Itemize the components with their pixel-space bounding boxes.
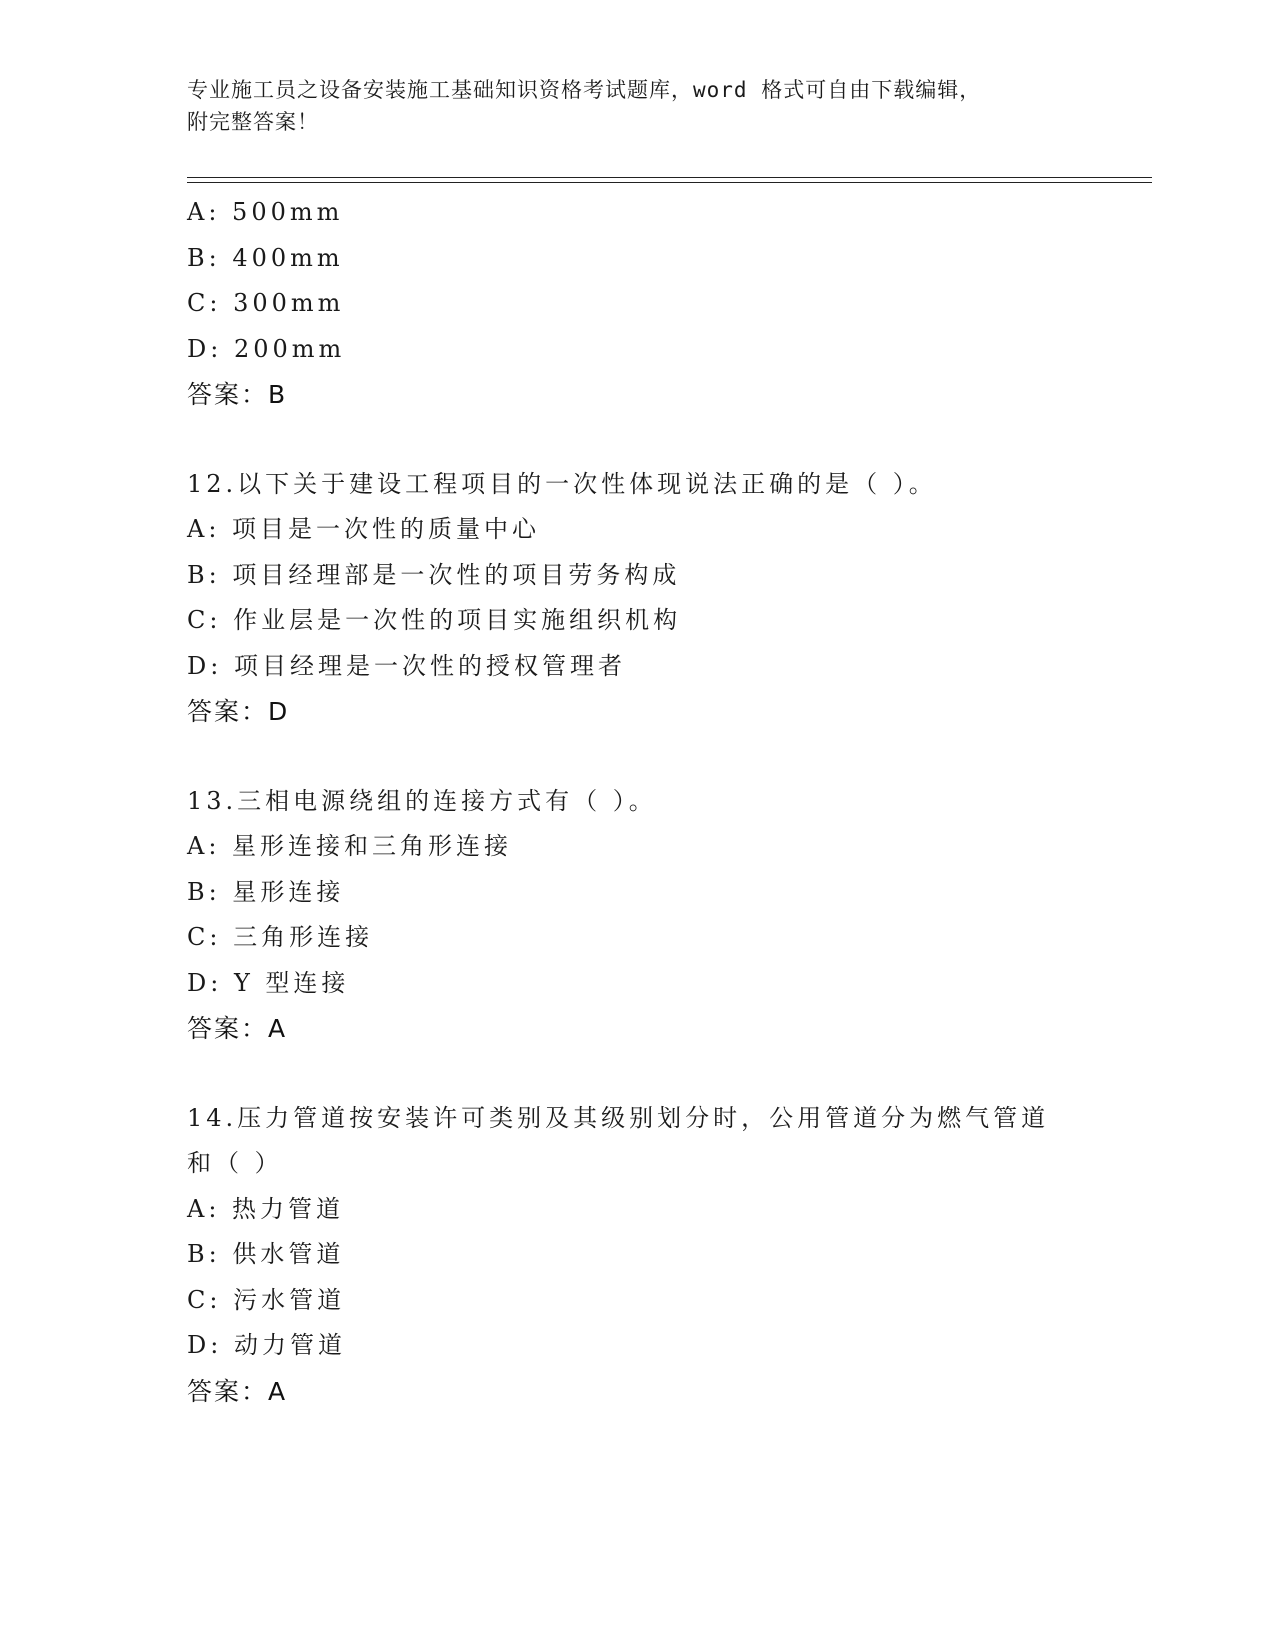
- question-text: 13.三相电源绕组的连接方式有（ ）。: [187, 786, 657, 815]
- question-13: [187, 779, 1087, 1052]
- option-c: C: 作业层是一次性的项目实施组织机构: [187, 606, 682, 634]
- header-line-1: 专业施工员之设备安装施工基础知识资格考试题库，word 格式可自由下载编辑，: [187, 78, 982, 102]
- question-11: [187, 190, 1087, 418]
- question-12: [187, 462, 1087, 735]
- question-list: [187, 190, 1087, 1414]
- option-d: D: 动力管道: [187, 1331, 346, 1359]
- option-c: C: 污水管道: [187, 1285, 346, 1314]
- option-a: A: 热力管道: [187, 1194, 345, 1223]
- question-text-line-1: 14.压力管道按安装许可类别及其级别划分时，公用管道分为燃气管道: [187, 1103, 1050, 1132]
- question-14: [187, 1096, 1087, 1415]
- spacer: [187, 1052, 1087, 1096]
- spacer: [187, 418, 1087, 462]
- option-b: B: 供水管道: [187, 1240, 345, 1268]
- option-a: A: 项目是一次性的质量中心: [187, 515, 541, 543]
- answer: 答案：D: [187, 697, 290, 726]
- question-text-line-2: 和（ ）: [187, 1149, 283, 1177]
- header-divider-bottom: [187, 182, 1152, 183]
- spacer: [187, 735, 1087, 779]
- option-b: B: 项目经理部是一次性的项目劳务构成: [187, 560, 681, 589]
- option-d: D: Y 型连接: [187, 968, 350, 997]
- question-text: 12.以下关于建设工程项目的一次性体现说法正确的是（ ）。: [187, 469, 937, 498]
- option-d: D: 项目经理是一次性的授权管理者: [187, 651, 626, 680]
- option-b: B: 星形连接: [187, 877, 345, 906]
- header-divider-top: [187, 177, 1152, 178]
- answer: 答案：A: [187, 1376, 288, 1406]
- header-line-2: 附完整答案！: [187, 110, 319, 134]
- document-header: [187, 74, 1067, 138]
- option-a: A: 500mm: [187, 198, 344, 226]
- option-c: C: 300mm: [187, 289, 345, 317]
- option-a: A: 星形连接和三角形连接: [187, 832, 513, 860]
- answer: 答案：B: [187, 380, 288, 409]
- answer: 答案：A: [187, 1014, 288, 1043]
- option-c: C: 三角形连接: [187, 923, 374, 951]
- option-d: D: 200mm: [187, 334, 346, 363]
- option-b: B: 400mm: [187, 243, 344, 272]
